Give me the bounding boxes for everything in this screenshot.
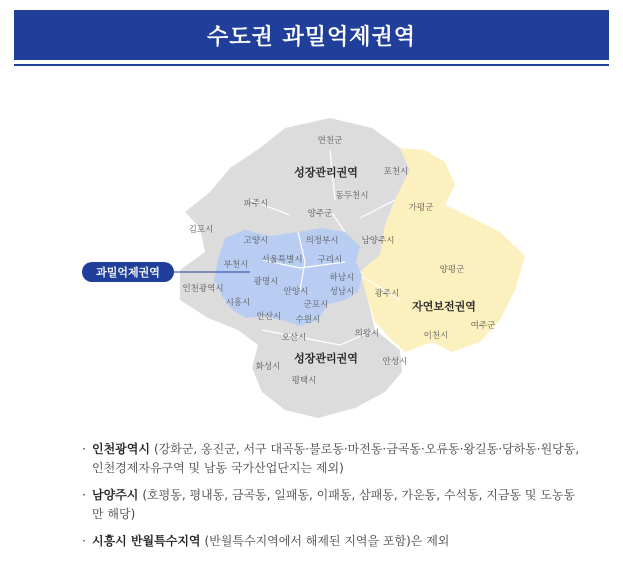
place-guri: 구리시 xyxy=(317,255,343,265)
footnote-item xyxy=(82,440,582,478)
place-goyang: 고양시 xyxy=(243,236,269,246)
place-yeoju: 여주군 xyxy=(470,321,496,331)
place-yangju: 양주군 xyxy=(307,209,333,219)
footnote-item xyxy=(82,532,582,551)
place-gimpo: 김포시 xyxy=(188,225,214,235)
bullet-icon: · xyxy=(82,442,86,456)
place-uijeongbu: 의정부시 xyxy=(305,236,339,246)
footnote-desc: (반월특수지역에서 해제된 지역을 포함)은 제외 xyxy=(204,534,450,548)
region-label-nature: 자연보전권역 xyxy=(412,300,476,313)
place-namyangju: 남양주시 xyxy=(361,236,395,246)
place-osan: 오산시 xyxy=(281,333,307,343)
footnote-item xyxy=(82,486,582,524)
footnote-title: 남양주시 xyxy=(92,488,139,502)
footnote-desc: (호평동, 평내동, 금곡동, 일패동, 이패동, 삼패동, 가운동, 수석동, 지금동 및 도농동만 해당) xyxy=(92,488,576,521)
bullet-icon: · xyxy=(82,488,86,502)
place-hwaseong: 화성시 xyxy=(255,362,281,372)
place-paju: 파주시 xyxy=(243,199,269,209)
bullet-icon: · xyxy=(82,534,86,548)
region-label-growth-south: 성장관리권역 xyxy=(294,352,358,365)
place-anyang: 안양시 xyxy=(283,287,309,297)
page-title: 수도권 과밀억제권역 xyxy=(14,10,609,60)
place-gunpo: 군포시 xyxy=(303,300,329,310)
title-divider xyxy=(14,64,609,66)
place-hanam: 하남시 xyxy=(329,273,355,283)
footnotes xyxy=(82,440,582,559)
footnote-desc: (강화군, 옹진군, 서구 대곡동·불로동·마전동·금곡동·오류동·왕길동·당하동·원당동, 인천경제자유구역 및 남동 국가산업단지는 제외) xyxy=(92,442,580,475)
place-anseong: 안성시 xyxy=(382,357,408,367)
place-seongnam: 성남시 xyxy=(329,287,355,297)
place-yeoncheon: 연천군 xyxy=(317,136,343,146)
place-bucheon: 부천시 xyxy=(223,260,249,270)
place-gwangju: 광주시 xyxy=(374,289,400,299)
place-incheon: 인천광역시 xyxy=(182,284,224,294)
place-icheon: 이천시 xyxy=(423,331,449,341)
footnote-title: 시흥시 반월특수지역 xyxy=(92,534,201,548)
place-gwangmyeong: 광명시 xyxy=(253,277,279,287)
place-uiwang: 의왕시 xyxy=(354,329,380,339)
capital-region-map xyxy=(0,70,623,430)
place-gapyeong: 가평군 xyxy=(408,203,434,213)
place-dongducheon: 동두천시 xyxy=(335,191,369,201)
place-seoul: 서울특별시 xyxy=(261,255,303,265)
footnote-title: 인천광역시 xyxy=(92,442,150,456)
place-ansan: 안산시 xyxy=(256,312,282,322)
place-pocheon: 포천시 xyxy=(383,167,409,177)
place-suwon: 수원시 xyxy=(295,315,321,325)
region-label-growth-north: 성장관리권역 xyxy=(294,166,358,179)
place-yangpyeong: 양평군 xyxy=(439,265,465,275)
place-pyeongtaek: 평택시 xyxy=(291,376,317,386)
place-siheung: 시흥시 xyxy=(225,298,251,308)
callout-label: 과밀억제권역 xyxy=(96,266,160,279)
